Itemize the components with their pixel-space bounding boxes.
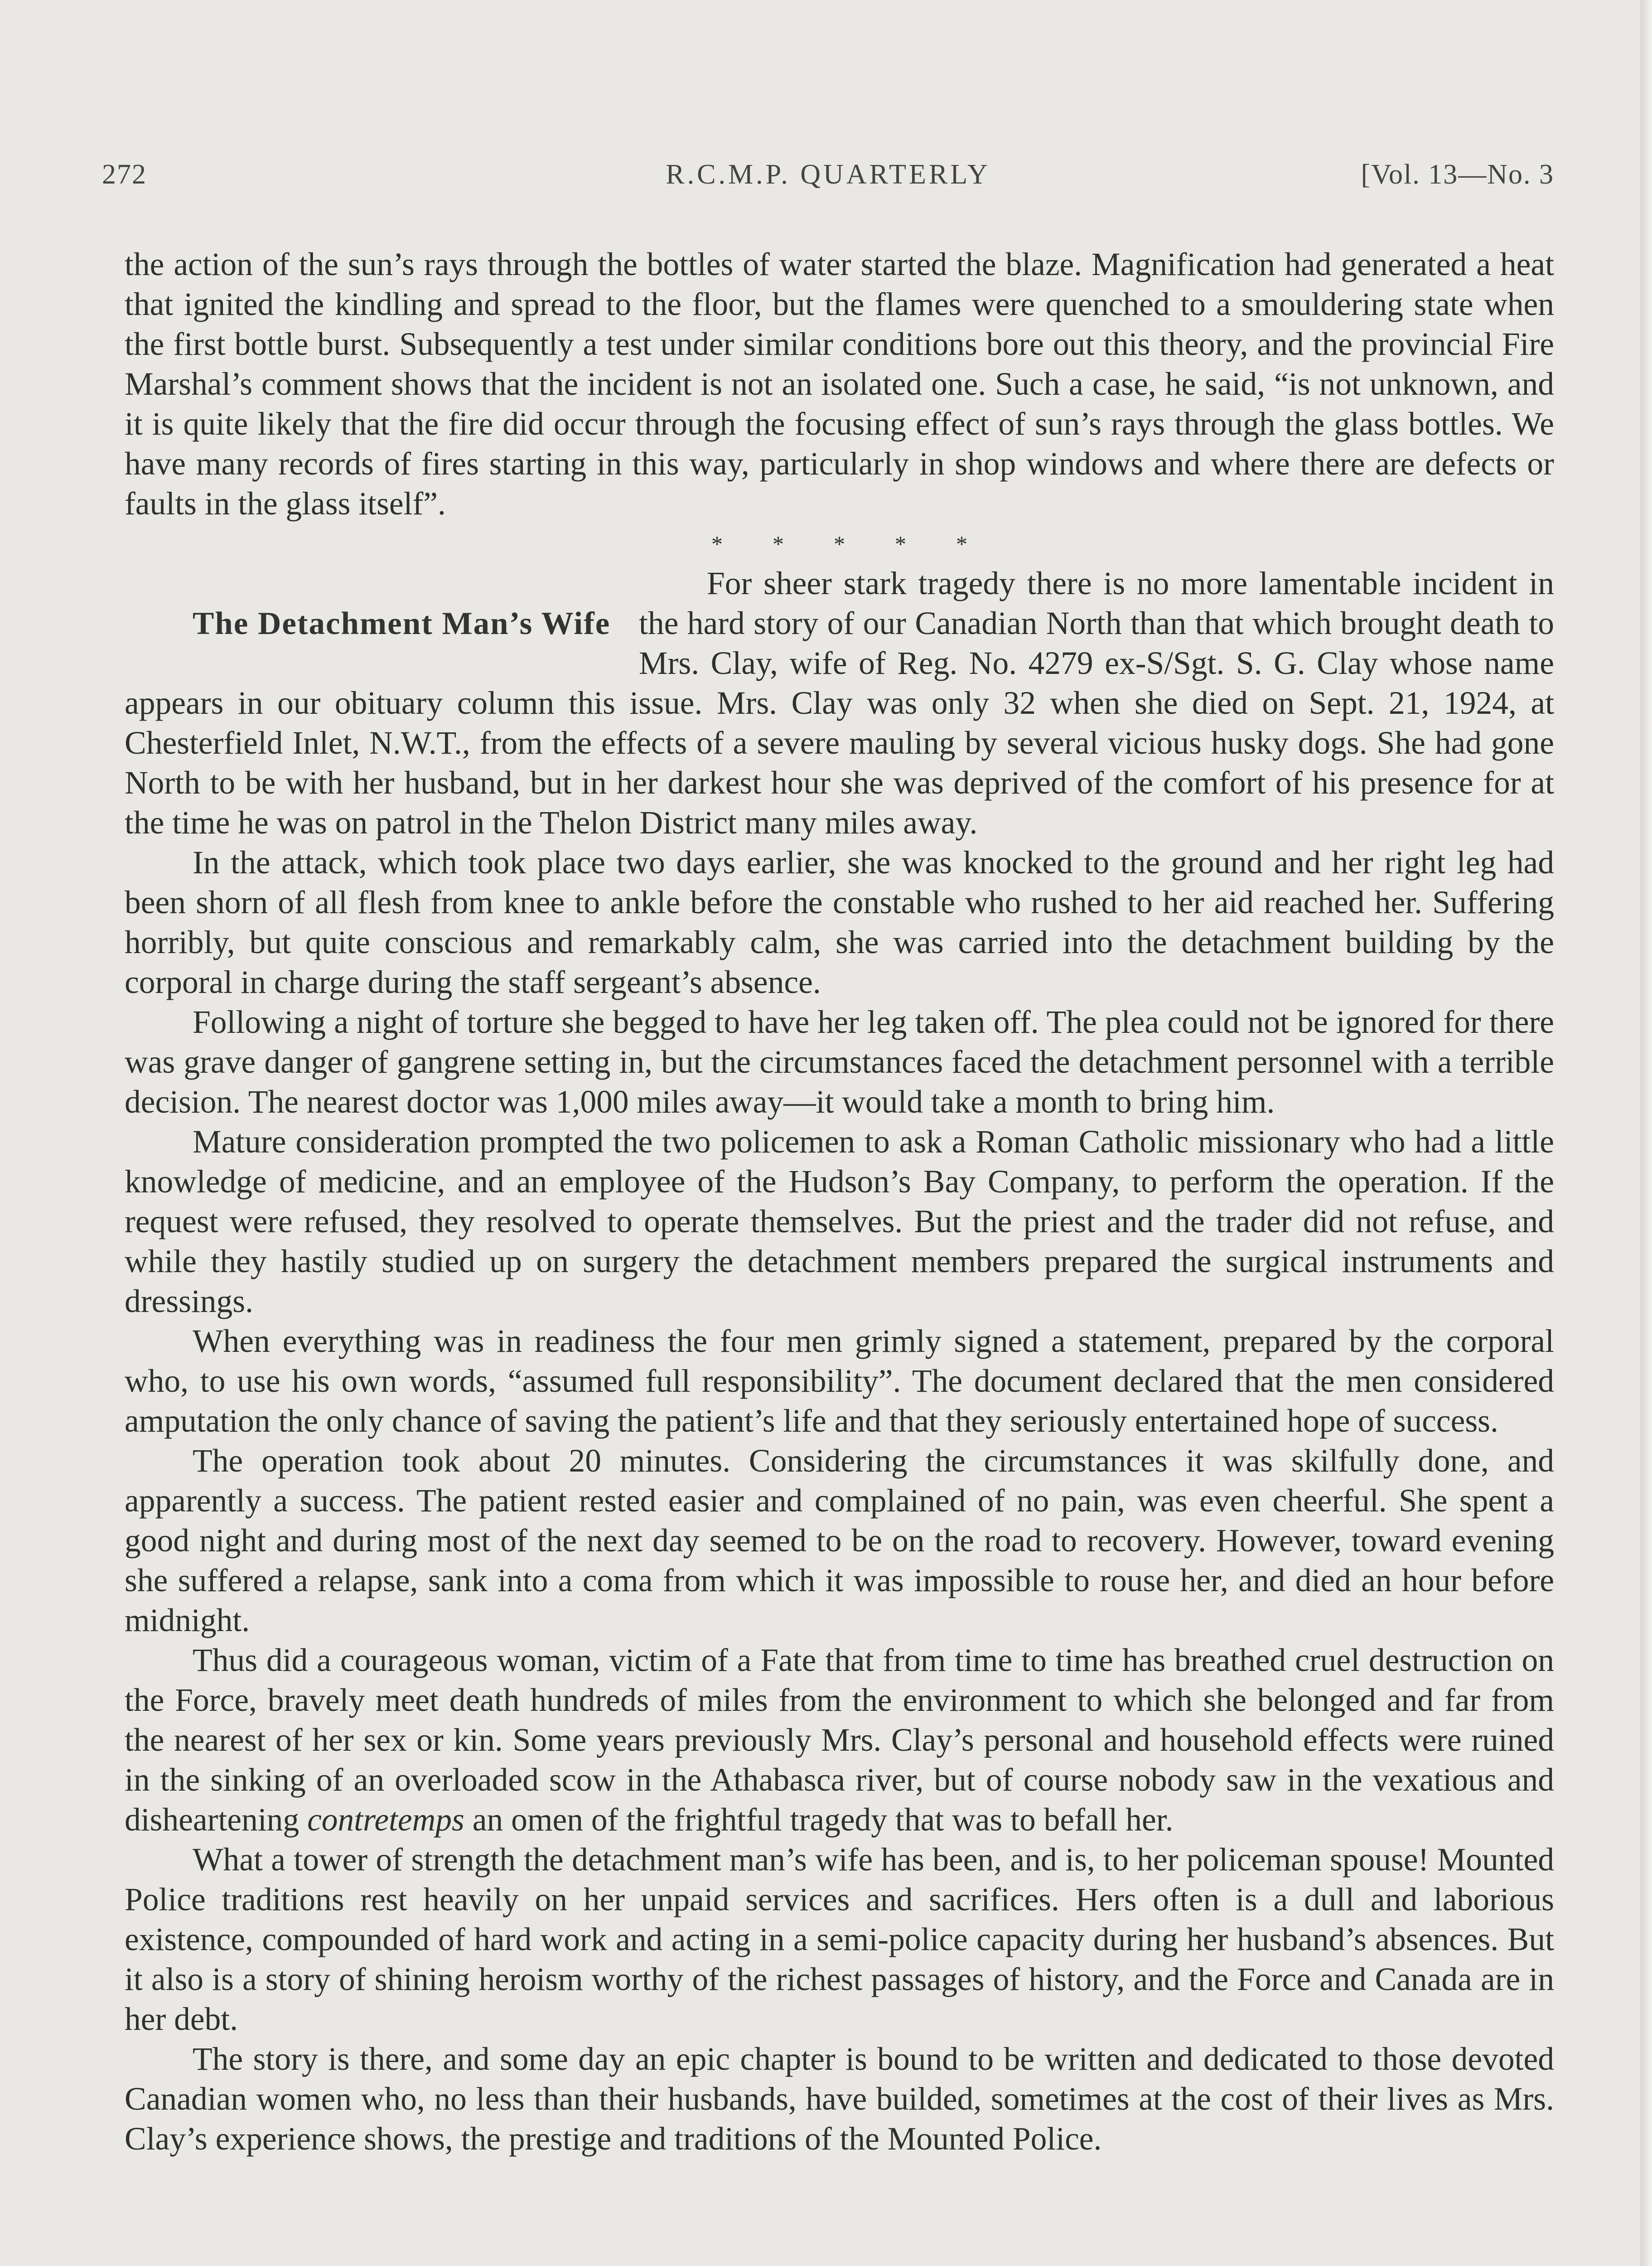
volume-issue: [Vol. 13—No. 3 (1361, 159, 1554, 190)
paragraph-fate-text: Thus did a courageous woman, victim of a Fate that from time to time has breathed cruel destruction on the Force, bravely meet death hundreds of miles from the environment to which she belonged and far from the nearest of her sex or kin. Some years previously Mrs. Clay’s personal and household effects were ruined in the sinking of an overloaded scow in the Athabasca river, but of course nobody saw in the vexatious and disheartening (125, 1642, 1554, 1838)
section-opening-paragraph (125, 564, 1554, 843)
journal-title: R.C.M.P. QUARTERLY (666, 159, 990, 190)
paragraph: Following a night of torture she begged to have her leg taken off. The plea could not be ignored for there was grave danger of gangrene setting in, but the circumstances faced the detachment personnel with a terrible decision. The nearest doctor was 1,000 miles away—it would take a month to bring him. (125, 1004, 1554, 1120)
intro-paragraph: the action of the sun’s rays through the bottles of water started the blaze. Magnification had generated a heat that ignited the kindling and spread to the floor, but the flames were quenched to a smouldering state when the first bottle burst. Subsequently a test under similar conditions bore out this theory, and the provincial Fire Marshal’s comment shows that the incident is not an isolated one. Such a case, he said, “is not unknown, and it is quite likely that the fire did occur through the focusing effect of sun’s rays through the glass bottles. We have many records of fires starting in this way, particularly in shop windows and where there are defects or faults in the glass itself”. (125, 247, 1554, 522)
paragraph: In the attack, which took place two days earlier, she was knocked to the ground and her right leg had been shorn of all flesh from knee to ankle before the constable who rushed to her aid reached her. Suffering horribly, but quite conscious and remarkably calm, she was carried into the detachment building by the corporal in charge during the staff sergeant’s absence. (125, 845, 1554, 1000)
page-edge-shadow (1640, 0, 1652, 2266)
italic-word: contretemps (307, 1802, 464, 1838)
separator-star: * (773, 531, 784, 557)
paragraph-fate (125, 1641, 1554, 1840)
section-separator (125, 524, 1554, 564)
paragraph: The operation took about 20 minutes. Considering the circumstances it was skilfully done, and apparently a success. The patient rested easier and complained of no pain, was even cheerful. She spent a good night and during most of the next day seemed to be on the road to recovery. However, toward evening she suffered a relapse, sank into a coma from which it was impossible to rouse her, and died an hour before midnight. (125, 1443, 1554, 1638)
article-body (125, 245, 1554, 2159)
section-opening-block (125, 564, 1554, 843)
separator-star: * (956, 531, 967, 557)
paragraph: Mature consideration prompted the two policemen to ask a Roman Catholic missionary who had a little knowledge of medicine, and an employee of the Hudson’s Bay Company, to perform the operation. If the request were refused, they resolved to operate themselves. But the priest and the trader did not refuse, and while they hastily studied up on surgery the detachment members prepared the surgical instruments and dressings. (125, 1124, 1554, 1319)
separator-star: * (834, 531, 845, 557)
paragraph: The story is there, and some day an epic chapter is bound to be written and dedicated to those devoted Canadian women who, no less than their husbands, have builded, sometimes at the cost of their lives as Mrs. Clay’s experience shows, the prestige and traditions of the Mounted Police. (125, 2041, 1554, 2157)
running-header (102, 159, 1554, 199)
section-title: The Detachment Man’s Wife (193, 606, 611, 641)
paragraph-fate-text-end: an omen of the frightful tragedy that was to befall her. (464, 1802, 1174, 1838)
separator-star: * (895, 531, 906, 557)
paragraph: What a tower of strength the detachment man’s wife has been, and is, to her policeman spouse! Mounted Police traditions rest heavily on her unpaid services and sacrifices. Hers often is a dull and laborious existence, compounded of hard work and acting in a semi-police capacity during her husband’s absences. But it also is a story of shining heroism worthy of the richest passages of history, and the Force and Canada are in her debt. (125, 1842, 1554, 2037)
page-number: 272 (102, 159, 147, 190)
paragraph: When everything was in readiness the four men grimly signed a statement, prepared by the corporal who, to use his own words, “assumed full responsibility”. The document declared that the men considered amputation the only chance of saving the patient’s life and that they seriously entertained hope of success. (125, 1323, 1554, 1439)
section-opening-text: For sheer stark tragedy there is no more lamentable incident in the hard story of our Canadian North than that which brought death to Mrs. Clay, wife of Reg. No. 4279 ex-S/Sgt. S. G. Clay whose name appears in our obituary column this issue. Mrs. Clay was only 32 when she died on Sept. 21, 1924, at Chesterfield Inlet, N.W.T., from the effects of a severe mauling by several vicious husky dogs. She had gone North to be with her husband, but in her darkest hour she was deprived of the comfort of his presence for at the time he was on patrol in the Thelon District many miles away. (125, 566, 1554, 841)
separator-star: * (711, 531, 723, 557)
